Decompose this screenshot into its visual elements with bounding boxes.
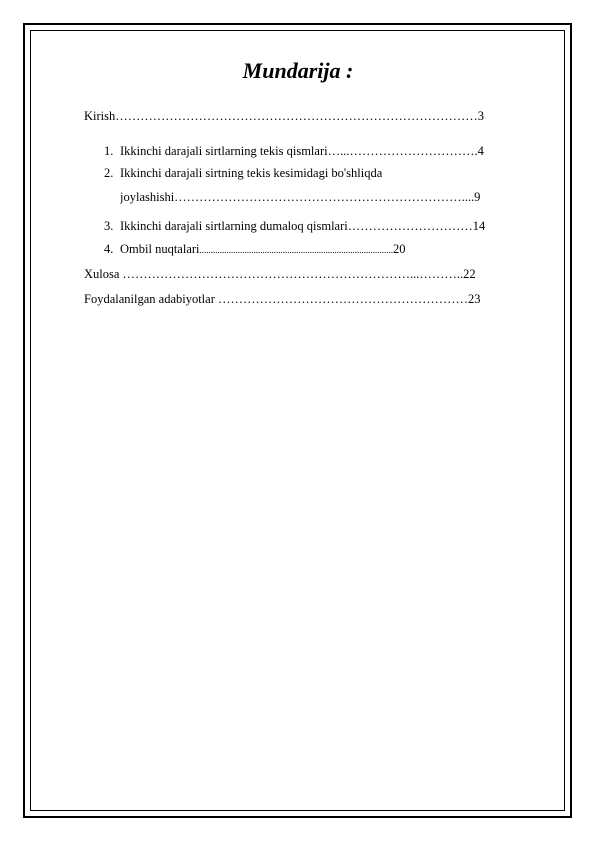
toc-entry-1 — [104, 143, 484, 159]
toc-entry-text: Ikkinchi darajali sirtlarning tekis qismlari…...………………………….4 — [120, 144, 484, 158]
toc-entry-references: Foydalanilgan adabiyotlar ……………………………………………………23 — [84, 292, 481, 306]
toc-entry-2-line2: joylashishi……………………………………………………………....9 — [120, 190, 481, 204]
toc-entry-intro: Kirish……………………………………………………………………………3 — [84, 109, 484, 123]
toc-entry-text: Ombil nuqtalari — [120, 242, 200, 256]
toc-entry-number: 2. — [104, 166, 114, 180]
toc-entry-number: 1. — [104, 144, 114, 158]
toc-entry-conclusion: Xulosa ……………………………………………………………...………..22 — [84, 267, 476, 281]
toc-entry-page: 20 — [393, 242, 406, 256]
toc-entry-text: Ikkinchi darajali sirtlarning dumaloq qismlari…………………………14 — [120, 219, 486, 233]
toc-entry-number: 3. — [104, 219, 114, 233]
toc-entry-number: 4. — [104, 242, 114, 256]
toc-entry-leader: ...................................................................................... — [199, 245, 393, 255]
toc-entry-4 — [104, 241, 406, 258]
toc-entry-3 — [104, 218, 485, 234]
toc-entry-2-line1 — [104, 165, 382, 181]
page-title: Mundarija : — [242, 58, 354, 83]
toc-entry-text: Ikkinchi darajali sirtning tekis kesimidagi bo'shliqda — [120, 166, 383, 180]
